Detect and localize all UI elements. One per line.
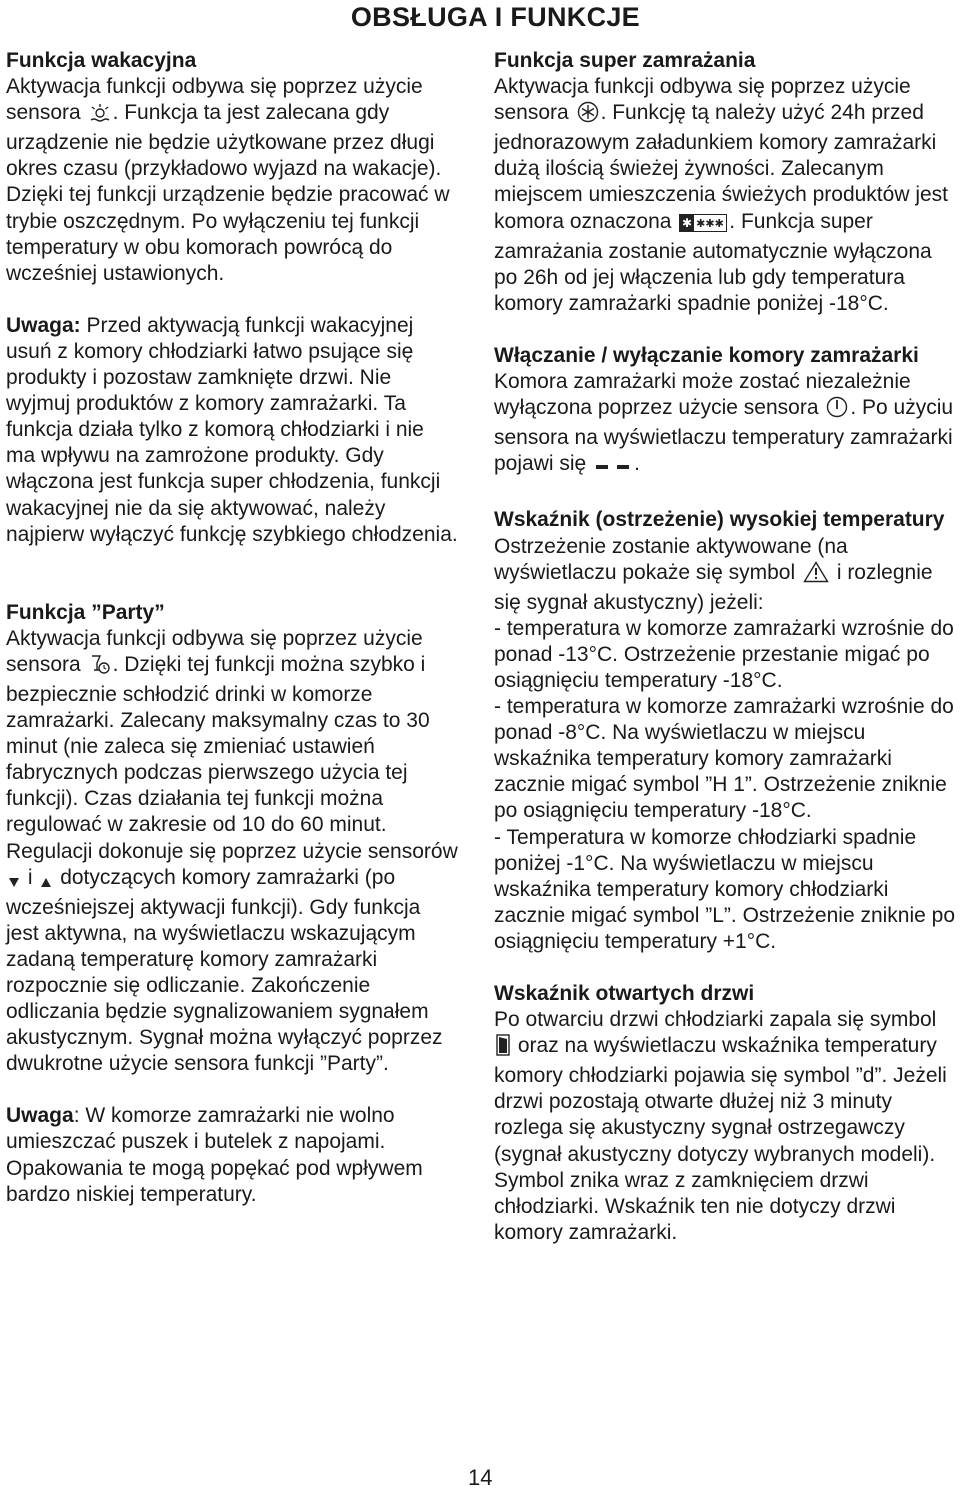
superfreeze-text [494,74,956,317]
onoff-title: Włączanie / wyłączanie komory zamrażarki [494,343,919,367]
onoff-text [494,369,956,481]
party-text [6,626,458,1078]
hightemp-text-b: i rozlegnie się sygnał akustyczny) jeżeli: [494,560,933,614]
vacation-sun-icon [89,103,111,130]
warning2-section [6,1103,458,1207]
warning2-label: Uwaga [6,1104,74,1128]
superfreeze-text-a: Aktywacja funkcji odbywa się poprzez użycie sensora [494,75,911,125]
party-text-d: dotyczących komory zamrażarki (po wcześniejszej aktywacji funkcji). Gdy funkcja jest aktywna, na wyświetlaczu wskazującym zadaną temperaturę komory zamrażarki rozpocznie się odliczanie. Zakończenie odliczania będzie sygnalizowaniem sygnałem akustycznym. Sygnał można wyłączyć poprzez dwukrotne użycie sensora funkcji ”Party”. [6,865,443,1076]
warning1-text [6,313,458,548]
party-text-b: . Dzięki tej funkcji można szybko i bezpiecznie schłodzić drinki w komorze zamrażarki. Zalecany maksymalny czas to 30 minut (nie zaleca się zmieniać ustawień fabrycznych podczas pierwszego użycia tej funkcji). Czas działania tej funkcji można regulować w zakresie od 10 do 60 minut. Regulacji dokonuje się poprzez użycie sensorów [6,652,458,863]
four-star-freezer-icon [679,213,727,239]
page-number: 14 [468,1465,493,1490]
door-title: Wskaźnik otwartych drzwi [494,982,755,1005]
vacation-title: Funkcja wakacyjna [6,49,197,72]
snowflake-circle-icon [577,101,599,130]
hightemp-text-a: Ostrzeżenie zostanie aktywowane (na wyświetlaczu pokaże się symbol [494,534,848,584]
onoff-text-c: . [634,452,640,476]
onoff-section [494,343,956,481]
power-icon [826,396,848,425]
down-triangle-icon [8,869,20,895]
superfreeze-title: Funkcja super zamrażania [494,49,756,72]
onoff-text-b: . Po użyciu sensora na wyświetlaczu temperatury zamrażarki pojawi się [494,396,954,476]
vacation-text-b: . Funkcja ta jest zalecana gdy urządzenie nie będzie użytkowane przez długi okres czasu (przykładowo wyjazd na wakacje). Dzięki tej funkcji urządzenie będzie pracować w trybie oszczędnym. Po wyłączeniu tej funkcji temperatury w obu komorach powrócą do wcześniej ustawionych. [6,101,450,285]
warning1-body: Przed aktywacją funkcji wakacyjnej usuń z komory chłodziarki łatwo psujące się produkty i pozostaw zamknięte drzwi. Nie wyjmuj produktów z komory zamrażarki. Ta funkcja działa tylko z komorą chłodziarki i nie ma wpływu na zamrożone produkty. Gdy włączona jest funkcja super chłodzenia, funkcji wakacyjnej nie da się aktywować, należy najpierw wyłączyć funkcję szybkiego chłodzenia. [6,313,458,546]
hightemp-line2: - temperatura w komorze zamrażarki wzrośnie do ponad -8°C. Na wyświetlaczu w miejscu wskaźnika temperatury komory zamrażarki zacznie migać symbol ”H 1”. Ostrzeżenie zniknie po osiągnięciu temperatury -18°C. [494,695,954,823]
party-title: Funkcja ”Party” [6,600,165,624]
hightemp-text [494,534,956,616]
hightemp-line3: - Temperatura w komorze chłodziarki spadnie poniżej -1°C. Na wyświetlaczu w miejscu wskaźnika temperatury komory chłodziarki zacznie migać symbol ”L”. Ostrzeżenie zniknie po osiągnięciu temperatury +1°C. [494,825,956,953]
warning1-label: Uwaga: [6,313,81,337]
hightemp-title: Wskaźnik (ostrzeżenie) wysokiej temperatury [494,508,945,532]
hightemp-line1: - temperatura w komorze zamrażarki wzrośnie do ponad -13°C. Ostrzeżenie przestanie migać po osiągnięciu temperatury -18°C. [494,616,954,692]
up-triangle-icon [40,869,52,895]
warning-triangle-icon [803,561,829,590]
vacation-section [6,48,458,287]
left-column [6,48,458,1208]
onoff-text-a: Komora zamrażarki może zostać niezależnie wyłączona poprzez użycie sensora [494,370,911,420]
party-text-c: i [27,865,33,889]
dash-dash-display-icon [594,455,632,481]
party-section [6,600,458,1078]
vacation-text-a: Aktywacja funkcji odbywa się poprzez użycie sensora [6,75,423,125]
superfreeze-section [494,48,956,317]
door-text [494,1007,956,1246]
warning2-body: : W komorze zamrażarki nie wolno umieszczać puszek i butelek z napojami. Opakowania te mogą popękać pod wpływem bardzo niskiej temperatury. [6,1104,423,1206]
door-text-b: oraz na wyświetlaczu wskaźnika temperatury komory chłodziarki pojawia się symbol ”d”. Jeżeli drzwi pozostają otwarte dłużej niż 3 minuty rozlega się akustyczny sygnał ostrzegawczy (sygnał akustyczny dotyczy wybranych modeli). Symbol znika wraz z zamknięciem drzwi chłodziarki. Wskaźnik ten nie dotyczy drzwi komory zamrażarki. [494,1034,947,1244]
warning2-text [6,1103,458,1207]
party-glass-clock-icon [89,653,111,682]
page-header: OBSŁUGA I FUNKCJE [350,2,640,32]
svg-text:✱✱✱: ✱✱✱ [696,216,725,230]
right-column [494,48,956,1246]
door-text-a: Po otwarciu drzwi chłodziarki zapala się symbol [494,1008,937,1032]
superfreeze-text-c: . Funkcja super zamrażania zostanie automatycznie wyłączona po 26h od jej włączenia lub gdy temperatura komory zamrażarki spadnie poniżej -18°C. [494,209,932,315]
warning1-section [6,313,458,548]
vacation-text [6,74,458,287]
superfreeze-text-b: . Funkcję tą należy użyć 24h przed jednorazowym załadunkiem komory zamrażarki dużą ilością świeżej żywności. Zalecanym miejscem umieszczenia świeżych produktów jest komora oznaczona [494,101,948,233]
svg-text:✱: ✱ [682,215,693,230]
party-text-a: Aktywacja funkcji odbywa się poprzez użycie sensora [6,626,423,676]
door-open-icon [496,1034,510,1063]
hightemp-section [494,507,956,955]
door-section [494,981,956,1246]
